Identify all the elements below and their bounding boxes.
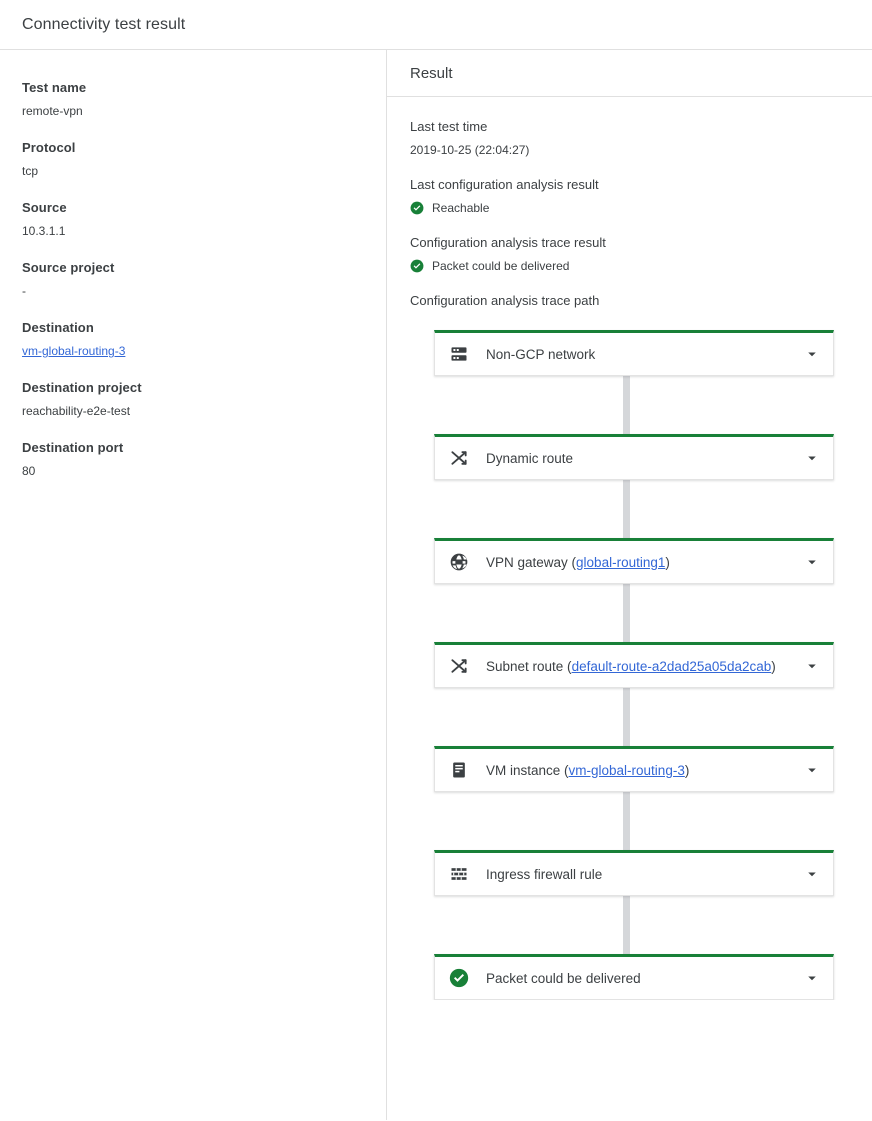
trace-step-label: Non-GCP network: [486, 346, 596, 362]
trace-step-link[interactable]: default-route-a2dad25a05da2cab: [571, 658, 772, 674]
trace-result-value: Packet could be delivered: [432, 259, 570, 273]
trace-step-label: Dynamic route: [486, 450, 574, 466]
trace-step-label: VM instance (vm-global-routing-3): [486, 762, 690, 778]
page-title: Connectivity test result: [22, 15, 186, 33]
last-test-time-value: 2019-10-25 (22:04:27): [410, 143, 530, 157]
detail-value: 10.3.1.1: [22, 224, 66, 238]
chevron-down-icon[interactable]: [803, 969, 821, 987]
trace-path-diagram: [434, 330, 834, 1000]
result-pane: [387, 50, 872, 1120]
detail-value: reachability-e2e-test: [22, 404, 131, 418]
detail-source: [22, 200, 364, 238]
detail-value: 80: [22, 464, 36, 478]
detail-value: [22, 344, 364, 358]
firewall-icon: [449, 864, 469, 884]
detail-label: Source: [22, 200, 67, 215]
trace-step-vm-instance[interactable]: [434, 746, 834, 792]
trace-result-label: Configuration analysis trace result: [410, 235, 606, 250]
detail-value: -: [22, 284, 26, 298]
detail-destination-project: [22, 380, 364, 418]
test-details-pane: [0, 50, 387, 1120]
config-analysis-label: Last configuration analysis result: [410, 177, 599, 192]
detail-label: Protocol: [22, 140, 76, 155]
body-split: [0, 50, 872, 1120]
check-circle-icon: [449, 968, 469, 988]
trace-result-status: [410, 259, 842, 273]
trace-step-packet-delivered[interactable]: [434, 954, 834, 1000]
config-analysis-block: [410, 177, 842, 215]
globe-icon: [449, 552, 469, 572]
chevron-down-icon[interactable]: [803, 761, 821, 779]
trace-step-dynamic-route[interactable]: [434, 434, 834, 480]
detail-label: Destination project: [22, 380, 142, 395]
config-analysis-status: [410, 201, 842, 215]
chevron-down-icon[interactable]: [803, 449, 821, 467]
chevron-down-icon[interactable]: [803, 865, 821, 883]
trace-step-subnet-route[interactable]: [434, 642, 834, 688]
detail-label: Destination: [22, 320, 94, 335]
chevron-down-icon[interactable]: [803, 345, 821, 363]
last-test-time-label: Last test time: [410, 119, 488, 134]
trace-path-label: Configuration analysis trace path: [410, 293, 600, 308]
detail-label: Destination port: [22, 440, 124, 455]
detail-destination: [22, 320, 364, 358]
trace-step-non-gcp-network[interactable]: [434, 330, 834, 376]
detail-label: Test name: [22, 80, 87, 95]
config-analysis-value: Reachable: [432, 201, 490, 215]
detail-protocol: [22, 140, 364, 178]
page-header: [0, 0, 872, 50]
detail-label: Source project: [22, 260, 115, 275]
trace-step-vpn-gateway[interactable]: [434, 538, 834, 584]
detail-value: tcp: [22, 164, 39, 178]
result-header: [387, 50, 872, 97]
result-title: Result: [410, 64, 453, 82]
route-icon: [449, 448, 469, 468]
check-circle-icon: [410, 201, 424, 215]
check-circle-icon: [410, 259, 424, 273]
trace-step-link[interactable]: global-routing1: [576, 554, 666, 570]
trace-step-label: Packet could be delivered: [486, 970, 641, 986]
trace-step-link[interactable]: vm-global-routing-3: [568, 762, 685, 778]
route-icon: [449, 656, 469, 676]
detail-source-project: [22, 260, 364, 298]
vm-instance-icon: [449, 760, 469, 780]
trace-step-label: Subnet route (default-route-a2dad25a05da2cab): [486, 658, 776, 674]
network-icon: [449, 344, 469, 364]
detail-test-name: [22, 80, 364, 118]
trace-path-block: [410, 293, 842, 308]
trace-step-label: Ingress firewall rule: [486, 866, 603, 882]
destination-link[interactable]: vm-global-routing-3: [22, 344, 126, 358]
detail-value: remote-vpn: [22, 104, 83, 118]
result-body: [387, 97, 872, 1000]
trace-step-ingress-firewall-rule[interactable]: [434, 850, 834, 896]
chevron-down-icon[interactable]: [803, 657, 821, 675]
chevron-down-icon[interactable]: [803, 553, 821, 571]
trace-step-label: VPN gateway (global-routing1): [486, 554, 670, 570]
detail-destination-port: [22, 440, 364, 478]
last-test-time-block: [410, 119, 842, 157]
trace-result-block: [410, 235, 842, 273]
